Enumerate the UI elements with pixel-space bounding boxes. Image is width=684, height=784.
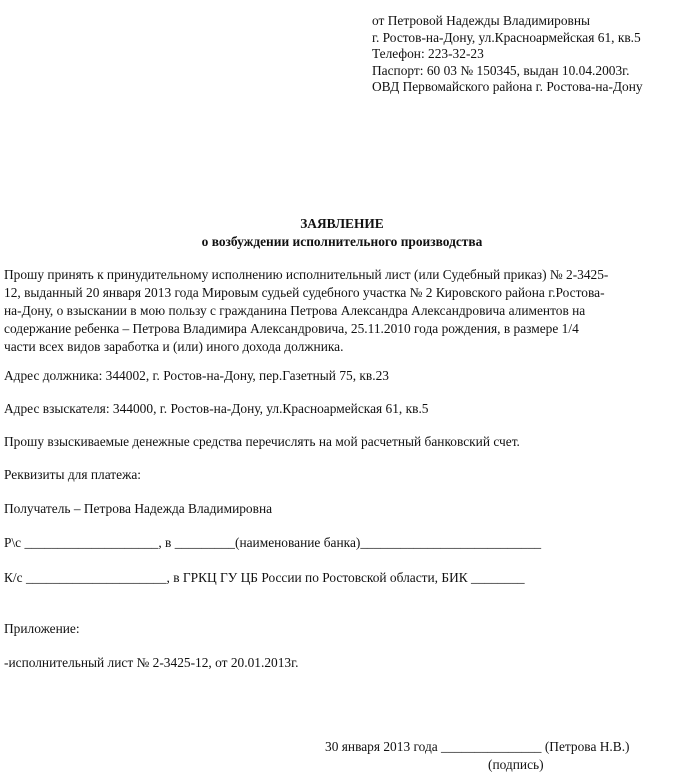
sender-passport-issuer: ОВД Первомайского района г. Ростова-на-Дону (372, 79, 643, 94)
account-rs: Р\с ____________________, в _________(наименование банка)___________________________ (4, 535, 542, 550)
sender-phone: Телефон: 223-32-23 (372, 46, 484, 61)
document-subtitle: о возбуждении исполнительного производства (201, 234, 483, 249)
sender-passport: Паспорт: 60 03 № 150345, выдан 10.04.2003г. (372, 63, 630, 78)
claimant-address: Адрес взыскателя: 344000, г. Ростов-на-Дону, ул.Красноармейская 61, кв.5 (4, 401, 429, 416)
attachment-item: -исполнительный лист № 2-3425-12, от 20.01.2013г. (4, 655, 299, 670)
request-line: Прошу принять к принудительному исполнению исполнительный лист (или Судебный приказ) № 2-3425- (4, 267, 609, 282)
request-line: 12, выданный 20 января 2013 года Мировым судьей судебного участка № 2 Кировского района г.Ростова- (4, 285, 605, 300)
request-line: содержание ребенка – Петрова Владимира Александровича, 25.11.2010 года рождения, в размере 1/4 (4, 321, 579, 336)
debtor-address: Адрес должника: 344002, г. Ростов-на-Дону, пер.Газетный 75, кв.23 (4, 368, 389, 383)
attachment-label: Приложение: (4, 621, 80, 636)
transfer-request: Прошу взыскиваемые денежные средства перечислять на мой расчетный банковский счет. (4, 434, 520, 449)
requisites-label: Реквизиты для платежа: (4, 467, 142, 482)
signature-caption: (подпись) (488, 757, 544, 772)
request-paragraph (4, 266, 676, 356)
document-title: ЗАЯВЛЕНИЕ (300, 216, 384, 231)
date-signature-line: 30 января 2013 года _______________ (Петрова Н.В.) (325, 739, 630, 754)
request-line: на-Дону, о взыскании в мою пользу с гражданина Петрова Александра Александровича алиментов на (4, 303, 586, 318)
sender-name: от Петровой Надежды Владимировны (372, 13, 591, 28)
recipient: Получатель – Петрова Надежда Владимировна (4, 501, 273, 516)
account-ks: К/с _____________________, в ГРКЦ ГУ ЦБ России по Ростовской области, БИК ________ (4, 570, 525, 585)
request-line: части всех видов заработка и (или) иного дохода должника. (4, 339, 344, 354)
sender-address: г. Ростов-на-Дону, ул.Красноармейская 61, кв.5 (372, 30, 641, 45)
